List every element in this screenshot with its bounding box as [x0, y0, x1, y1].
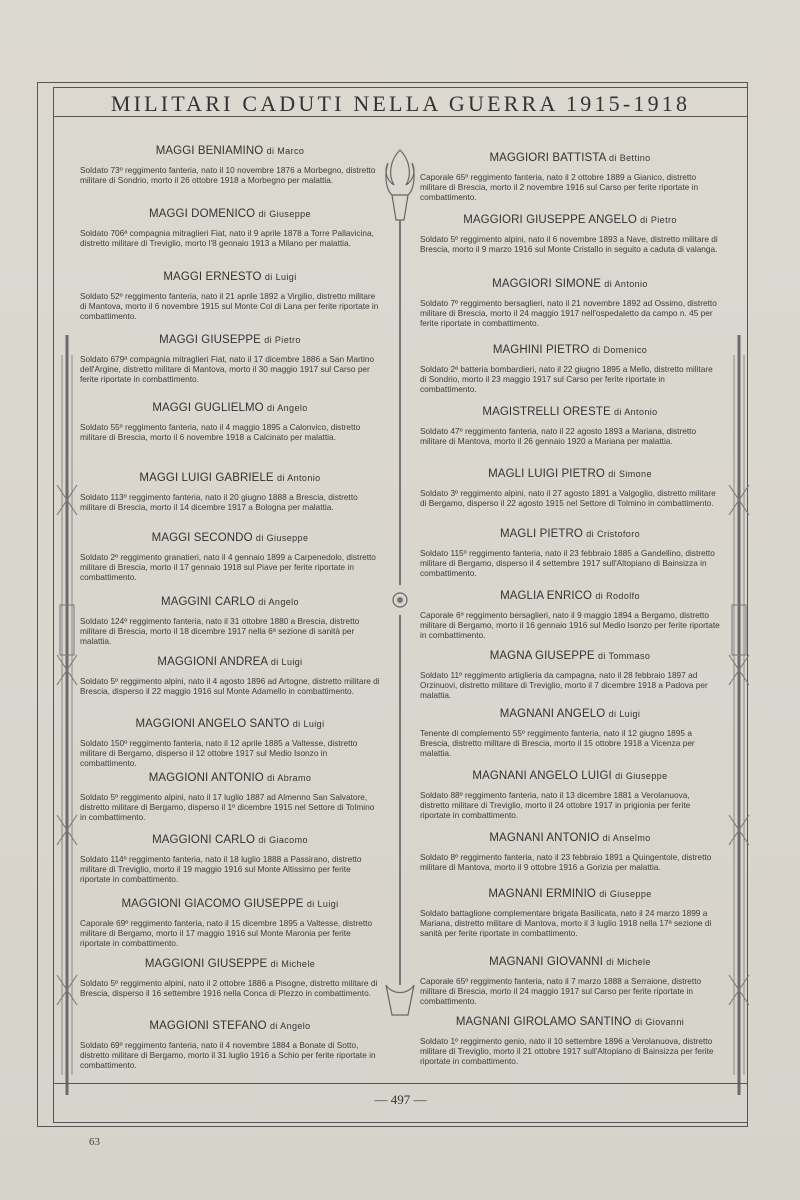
entry-name: MAGNANI ANGELO LUIGI di Giuseppe [472, 770, 668, 782]
entry-text: Soldato 113º reggimento fanteria, nato il 20 giugno 1888 a Brescia, distretto militare di Brescia, morto il 14 dicembre 1917 a Bologna per malattia. [80, 492, 358, 512]
entry-maggi-luigi-gabriele [80, 472, 380, 512]
right-lance-ornament [726, 335, 752, 1095]
entry-name: MAGNANI ANTONIO di Anselmo [489, 832, 651, 844]
entry-text: Soldato 11º reggimento artiglieria da campagna, nato il 28 febbraio 1897 ad Orzinuovi, distretto militare di Treviglio, morto il 7 dicembre 1918 a Padova per malattia. [420, 670, 708, 700]
entry-maggioni-giuseppe [80, 958, 380, 998]
entry-maggi-ernesto [80, 271, 380, 321]
entry-name: MAGISTRELLI ORESTE di Antonio [482, 406, 658, 418]
entry-magnani-angelo [420, 708, 720, 758]
center-torch-ornament [380, 145, 420, 1035]
entry-name: MAGGIORI GIUSEPPE ANGELO di Pietro [463, 214, 677, 226]
entry-name: MAGGI LUIGI GABRIELE di Antonio [139, 472, 321, 484]
entry-text: Soldato 2º reggimento granatieri, nato il 4 gennaio 1899 a Carpenedolo, distretto militare di Brescia, morto il 17 gennaio 1918 sul Piave per ferite riportate in combattimento. [80, 552, 376, 582]
entry-name: MAGGIORI SIMONE di Antonio [492, 278, 648, 290]
sheet-corner-number: 63 [89, 1136, 100, 1148]
entry-name: MAGLIA ENRICO di Rodolfo [500, 590, 640, 602]
entry-text: Caporale 65º reggimento fanteria, nato il 7 marzo 1888 a Serraione, distretto militare di Brescia, morto il 24 maggio 1917 sul Carso per ferite riportate in combattimento. [420, 976, 702, 1006]
entry-name: MAGHINI PIETRO di Domenico [492, 344, 648, 356]
entry-text: Soldato 679ª compagnia mitraglieri Fiat, nato il 17 dicembre 1886 a San Martino dell'Argine, distretto militare di Mantova, morto il 30 maggio 1917 sul Carso per ferite riportate in combattimento. [80, 354, 375, 384]
entry-maglia-enrico [420, 590, 720, 640]
entry-maggiori-giuseppe-angelo [420, 214, 720, 254]
entry-name: MAGGI ERNESTO di Luigi [163, 271, 297, 283]
entry-name: MAGGIONI GIUSEPPE di Michele [144, 958, 316, 970]
entry-magnani-girolamo-santino [420, 1016, 720, 1066]
entry-name: MAGGIORI BATTISTA di Bettino [489, 152, 651, 164]
entry-text: Soldato 69º reggimento fanteria, nato il 4 novembre 1884 a Bonate di Sotto, distretto militare di Bergamo, morto il 31 luglio 1916 a Schio per ferite riportate in combattimento. [80, 1040, 376, 1070]
entry-maggioni-angelo-santo [80, 718, 380, 768]
entry-text: Soldato 73º reggimento fanteria, nato il 10 novembre 1876 a Morbegno, distretto militare di Sondrio, morto il 26 ottobre 1918 a Morbegno per malattia. [80, 165, 376, 185]
entry-name: MAGGI BENIAMINO di Marco [155, 145, 305, 157]
entry-text: Caporale 69º reggimento fanteria, nato il 15 dicembre 1895 a Valtesse, distretto militare di Bergamo, morto il 17 maggio 1916 sul Monte Maronia per ferite riportate in combattimento. [80, 918, 373, 948]
entry-name: MAGGIONI GIACOMO GIUSEPPE di Luigi [121, 898, 339, 910]
entry-name: MAGGIONI CARLO di Giacomo [152, 834, 308, 846]
entry-text: Soldato 114º reggimento fanteria, nato il 18 luglio 1888 a Passirano, distretto militare di Treviglio, morto il 19 maggio 1916 sul Monte Altissimo per ferite riportate in combattimento. [80, 854, 362, 884]
page-title: MILITARI CADUTI NELLA GUERRA 1915-1918 [110, 91, 691, 116]
entry-maggiori-simone [420, 278, 720, 328]
entry-text: Soldato 55º reggimento fanteria, nato il 4 maggio 1895 a Calonvico, distretto militare di Brescia, morto il 6 novembre 1918 a Calcinato per malattia. [80, 422, 361, 442]
entry-magli-pietro [420, 528, 720, 578]
entry-maggioni-antonio [80, 772, 380, 822]
page-number: — 497 — [374, 1092, 427, 1107]
left-lance-ornament [54, 335, 80, 1095]
entry-name: MAGLI LUIGI PIETRO di Simone [488, 468, 652, 480]
entry-magnani-erminio [420, 888, 720, 938]
entry-name: MAGGIONI ANDREA di Luigi [157, 656, 303, 668]
entry-maggiori-battista [420, 152, 720, 202]
entry-magistrelli-oreste [420, 406, 720, 446]
entry-magli-luigi-pietro [420, 468, 720, 508]
entry-name: MAGNA GIUSEPPE di Tommaso [489, 650, 651, 662]
entry-name: MAGNANI ERMINIO di Giuseppe [488, 888, 652, 900]
entry-magna-giuseppe [420, 650, 720, 700]
entry-maggioni-stefano [80, 1020, 380, 1070]
entry-name: MAGGI DOMENICO di Giuseppe [149, 208, 311, 220]
entry-maggini-carlo [80, 596, 380, 646]
entry-text: Tenente di complemento 55º reggimento fanteria, nato il 12 giugno 1895 a Brescia, distretto militare di Brescia, morto il 15 ottobre 1918 a Vicenza per malattia. [420, 728, 695, 758]
entry-magnani-antonio [420, 832, 720, 872]
entry-text: Soldato 150º reggimento fanteria, nato il 12 aprile 1885 a Valtesse, distretto militare di Bergamo, disperso il 12 ottobre 1917 sul Medio Isonzo in combattimento. [80, 738, 358, 768]
entry-name: MAGGIONI ANGELO SANTO di Luigi [135, 718, 325, 730]
entry-text: Soldato battaglione complementare brigata Basilicata, nato il 24 marzo 1899 a Mariana, distretto militare di Mantova, morto il 3 luglio 1918 nella 17ª sezione di sanità per ferite riportate in combattimento. [420, 908, 712, 938]
entry-text: Soldato 47º reggimento fanteria, nato il 22 agosto 1893 a Mariana, distretto militare di Mantova, morto il 26 gennaio 1920 a Mariana per malattia. [420, 426, 697, 446]
entry-name: MAGNANI GIROLAMO SANTINO di Giovanni [455, 1016, 685, 1028]
entry-maggi-domenico [80, 208, 380, 248]
entry-name: MAGLI PIETRO di Cristoforo [499, 528, 640, 540]
entry-name: MAGNANI GIOVANNI di Michele [489, 956, 651, 968]
entry-text: Soldato 5º reggimento alpini, nato il 4 agosto 1896 ad Artogne, distretto militare di Brescia, disperso il 22 maggio 1916 sul Monte Adamello in combattimento. [80, 676, 380, 696]
entry-name: MAGGINI CARLO di Angelo [161, 596, 299, 608]
entry-maggi-secondo [80, 532, 380, 582]
entry-maggi-beniamino [80, 145, 380, 185]
entry-maggi-giuseppe [80, 334, 380, 384]
entry-text: Soldato 52º reggimento fanteria, nato il 21 aprile 1892 a Virgilio, distretto militare di Mantova, morto il 6 novembre 1915 sul Monte Col di Lana per ferite riportate in combattimento. [80, 291, 379, 321]
entry-maggioni-andrea [80, 656, 380, 696]
entry-magnani-giovanni [420, 956, 720, 1006]
entry-name: MAGGIONI ANTONIO di Abramo [148, 772, 312, 784]
entry-text: Soldato 7º reggimento bersaglieri, nato il 21 novembre 1892 ad Ossimo, distretto militare di Brescia, morto il 24 maggio 1917 nell'ospedaletto da campo n. 45 per ferite riportate in combattimento. [420, 298, 717, 328]
entry-name: MAGGI GUGLIELMO di Angelo [152, 402, 308, 414]
entry-text: Soldato 124º reggimento fanteria, nato il 31 ottobre 1880 a Brescia, distretto militare di Brescia, morto il 18 dicembre 1917 nella 6ª sezione di sanità per malattia. [80, 616, 360, 646]
entry-magnani-angelo-luigi [420, 770, 720, 820]
entry-text: Soldato 115º reggimento fanteria, nato il 23 febbraio 1885 a Gandellino, distretto militare di Bergamo, disperso il 4 settembre 1917 sull'Altopiano di Bainsizza in combattimento. [420, 548, 715, 578]
entry-name: MAGGIONI STEFANO di Angelo [149, 1020, 311, 1032]
entry-text: Soldato 2ª batteria bombardieri, nato il 22 giugno 1895 a Mello, distretto militare di Sondrio, morto il 23 maggio 1917 sul Carso per ferite riportate in combattimento. [420, 364, 713, 394]
entry-maggioni-carlo [80, 834, 380, 884]
entry-text: Soldato 8º reggimento fanteria, nato il 23 febbraio 1891 a Quingentole, distretto militare di Mantova, morto il 9 ottobre 1916 a Gorizia per malattia. [420, 852, 712, 872]
entry-name: MAGNANI ANGELO di Luigi [499, 708, 641, 720]
entry-text: Soldato 5º reggimento alpini, nato il 6 novembre 1893 a Nave, distretto militare di Brescia, morto il 9 marzo 1916 sul Monte Cristallo in seguito a caduta di valanga. [420, 234, 718, 254]
entry-name: MAGGI SECONDO di Giuseppe [151, 532, 309, 544]
entry-maggioni-giacomo-giuseppe [80, 898, 380, 948]
entry-text: Soldato 1º reggimento genio, nato il 10 settembre 1896 a Verolanuova, distretto militare di Treviglio, morto il 21 ottobre 1917 sull'Altopiano di Bainsizza per ferite riportate in combattimento. [420, 1036, 714, 1066]
entry-text: Soldato 5º reggimento alpini, nato il 2 ottobre 1886 a Pisogne, distretto militare di Brescia, disperso il 16 settembre 1916 nella Conca di Plezzo in combattimento. [80, 978, 378, 998]
entry-text: Soldato 3º reggimento alpini, nato il 27 agosto 1891 a Valgoglio, distretto militare di Bergamo, disperso il 22 agosto 1915 nel Settore di Tolmino in combattimento. [420, 488, 716, 508]
entry-text: Caporale 6º reggimento bersaglieri, nato il 9 maggio 1894 a Bergamo, distretto militare di Bergamo, morto il 16 gennaio 1916 sul Medio Isonzo per ferite riportate in combattimento. [420, 610, 720, 640]
entry-name: MAGGI GIUSEPPE di Pietro [159, 334, 301, 346]
entry-text: Soldato 706ª compagnia mitraglieri Fiat, nato il 9 aprile 1878 a Torre Pallavicina, distretto militare di Treviglio, morto l'8 gennaio 1913 a Milano per malattia. [80, 228, 374, 248]
entry-text: Caporale 65º reggimento fanteria, nato il 2 ottobre 1889 a Gianico, distretto militare di Brescia, morto il 2 novembre 1916 sul Carso per ferite riportate in combattimento. [420, 172, 699, 202]
entry-maggi-guglielmo [80, 402, 380, 442]
entry-text: Soldato 5º reggimento alpini, nato il 17 luglio 1887 ad Almenno San Salvatore, distretto militare di Bergamo, disperso il 1º dicembre 1915 nel Settore di Tolmino in combattimento. [80, 792, 375, 822]
entry-text: Soldato 88º reggimento fanteria, nato il 13 dicembre 1881 a Verolanuova, distretto militare di Treviglio, morto il 24 ottobre 1917 in prigionia per ferite riportate in combattimento. [420, 790, 691, 820]
entry-maghini-pietro [420, 344, 720, 394]
